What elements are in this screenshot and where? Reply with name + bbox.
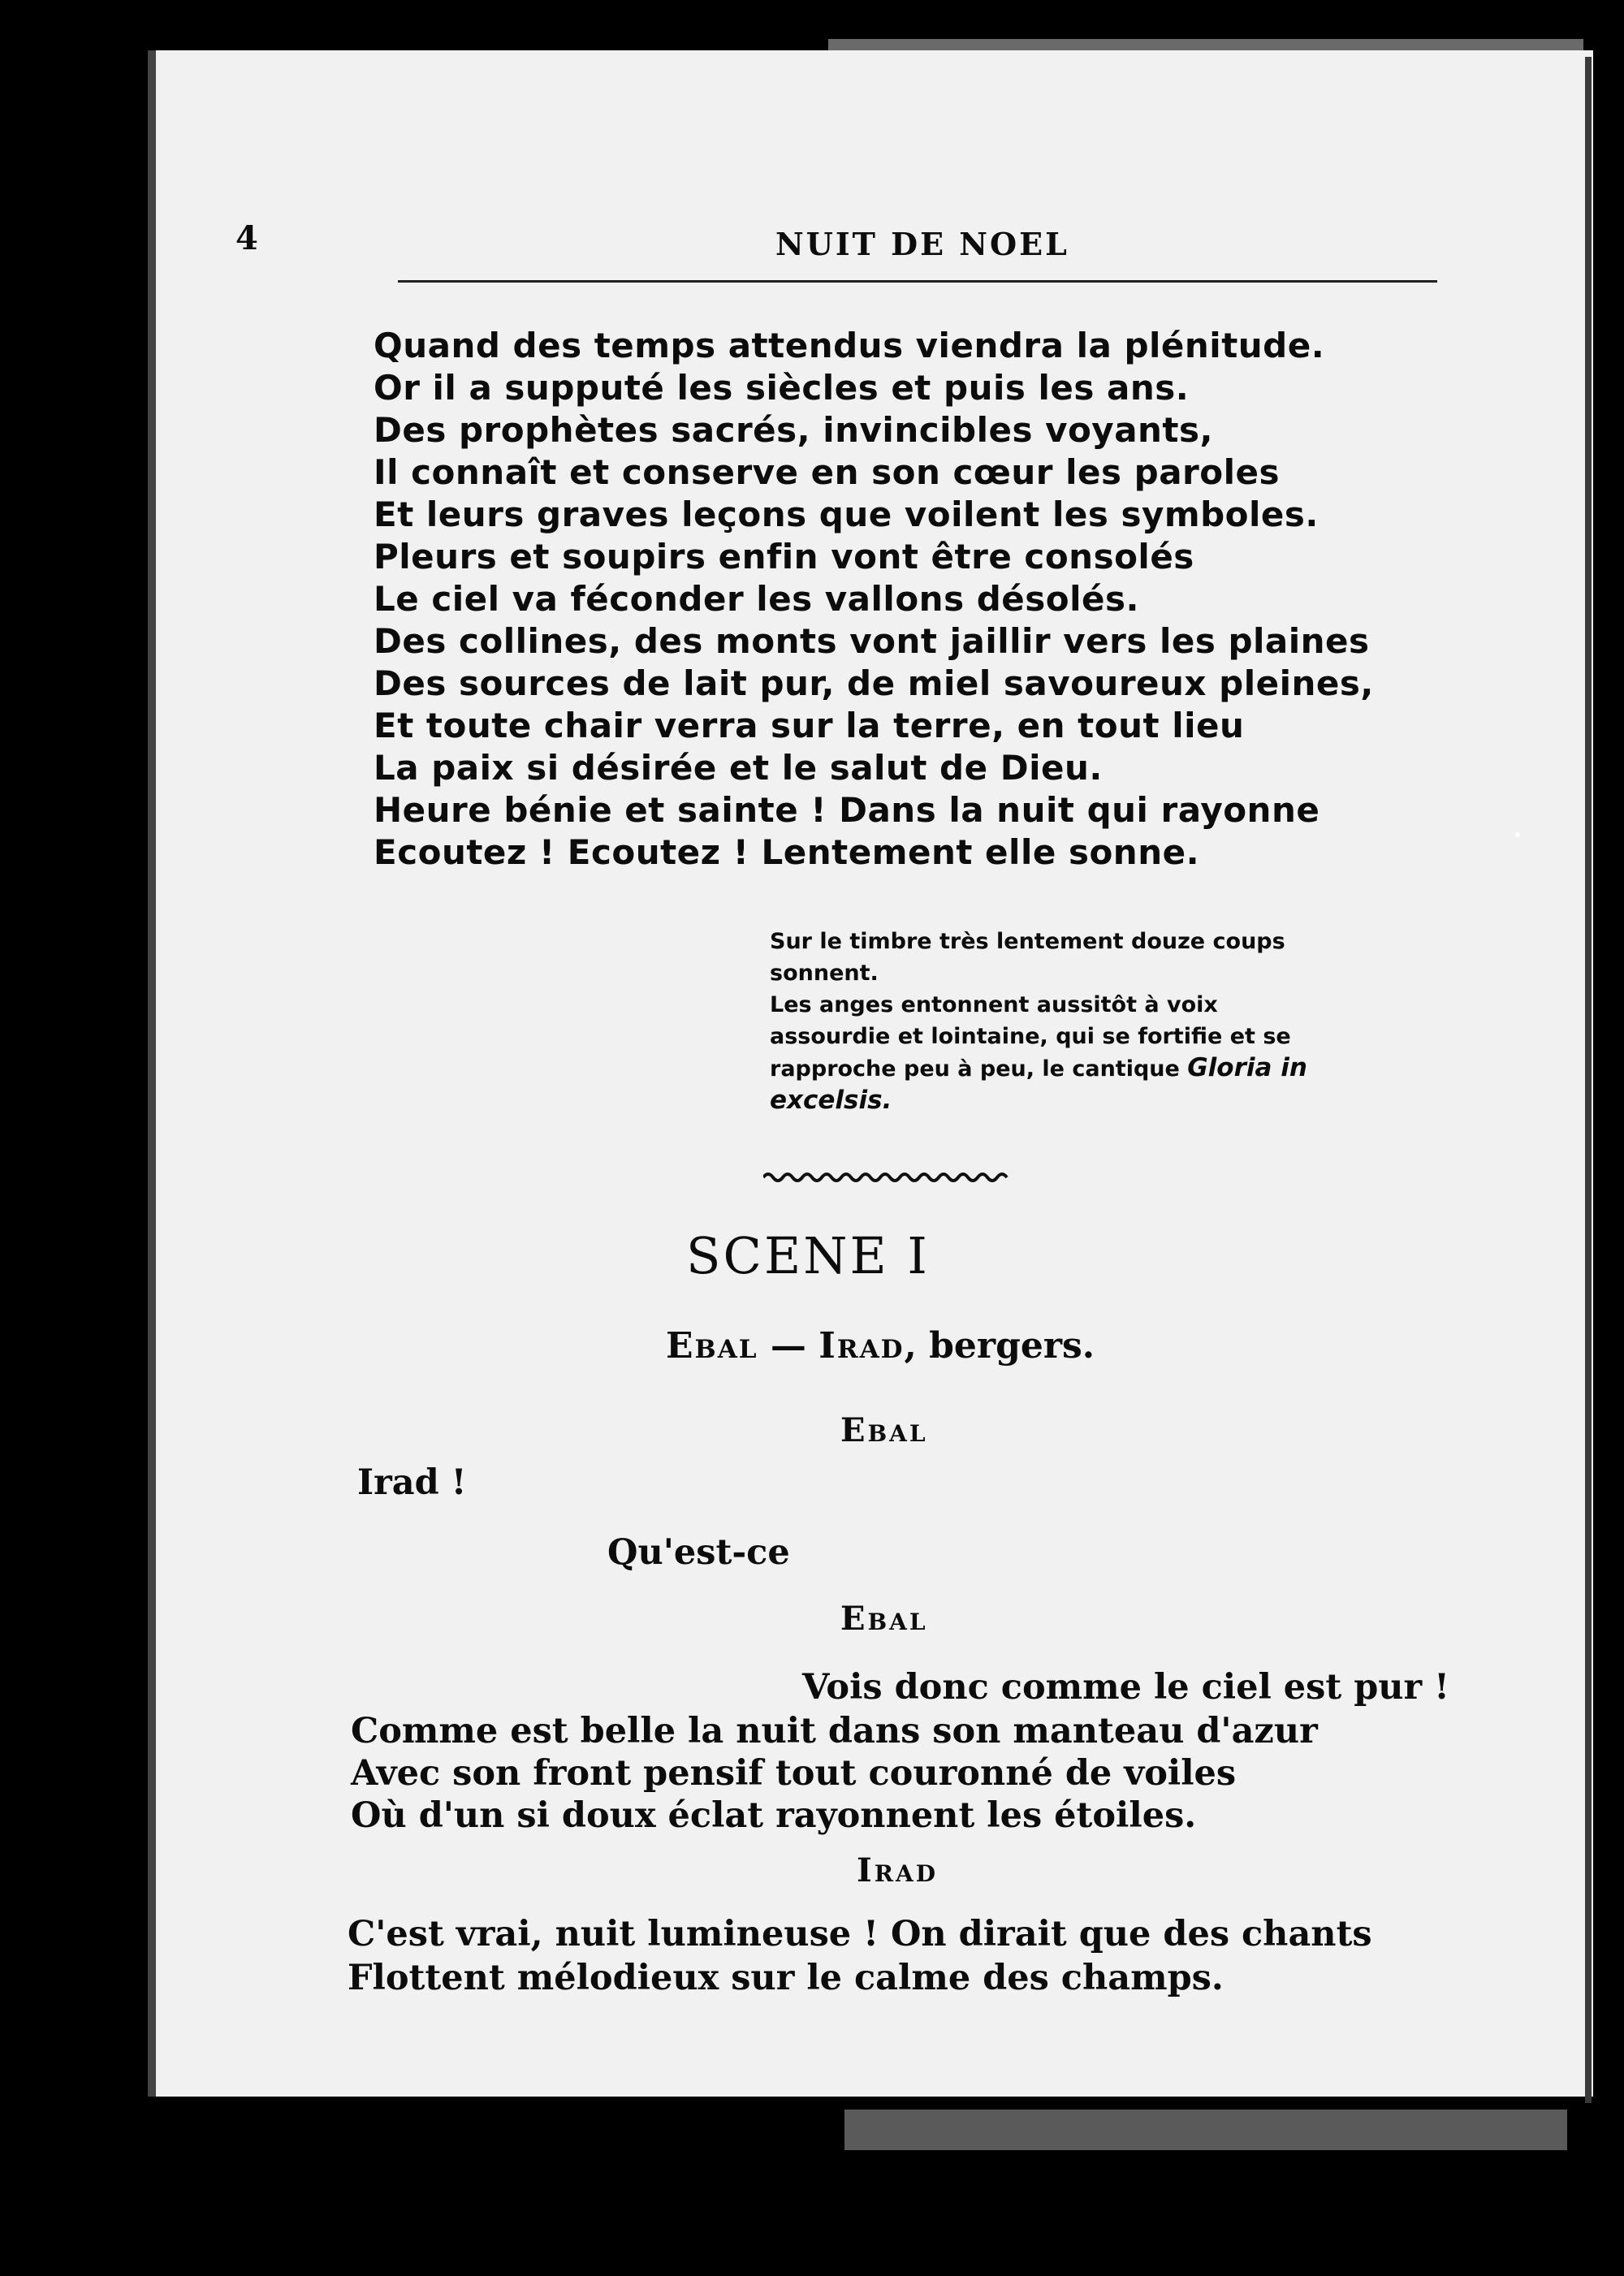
verse-line: Il connaît et conserve en son cœur les paroles <box>374 452 1280 492</box>
verse-block <box>374 325 1445 874</box>
stage-direction <box>770 926 1338 1117</box>
verse-line: Et toute chair verra sur la terre, en tout lieu <box>374 706 1245 745</box>
character-dash: — <box>758 1325 819 1367</box>
stage-direction-part1: Sur le timbre très lentement douze coups sonnent. <box>770 929 1285 986</box>
scan-speck <box>1515 832 1520 837</box>
stage-direction-emphasis: Gloria in excelsis. <box>770 1053 1307 1115</box>
verse-line: La paix si désirée et le salut de Dieu. <box>374 748 1103 788</box>
verse-line: Des collines, des monts vont jaillir vers les plaines <box>374 621 1370 661</box>
speaker-label: Ebal <box>840 1600 928 1638</box>
wavy-ornament <box>763 1169 1015 1186</box>
character-list <box>666 1325 1095 1367</box>
dialogue-line: Comme est belle la nuit dans son manteau d'azur <box>351 1711 1318 1751</box>
verse-line: Quand des temps attendus viendra la plénitude. <box>374 326 1325 365</box>
verse-line: Or il a supputé les siècles et puis les ans. <box>374 368 1190 408</box>
character-role: , bergers. <box>904 1325 1095 1367</box>
speaker-label: Irad <box>857 1851 938 1889</box>
verse-line: Ecoutez ! Ecoutez ! Lentement elle sonne. <box>374 832 1200 872</box>
stage-direction-part2: Les anges entonnent aussitôt à voix assourdie et lointaine, qui se fortifie et se rapproche peu à peu, le cantique <box>770 992 1291 1082</box>
dialogue-line: Où d'un si doux éclat rayonnent les étoiles. <box>351 1795 1197 1836</box>
page-edge-bottom <box>844 2110 1567 2150</box>
dialogue-line: C'est vrai, nuit lumineuse ! On dirait que des chants <box>348 1914 1372 1954</box>
dialogue-line: Qu'est-ce <box>607 1532 790 1573</box>
speaker-label: Ebal <box>840 1411 928 1449</box>
verse-line: Des sources de lait pur, de miel savoureux pleines, <box>374 663 1374 703</box>
header-rule <box>398 280 1437 283</box>
verse-line: Le ciel va féconder les vallons désolés. <box>374 579 1139 619</box>
character-ebal: Ebal <box>666 1325 758 1367</box>
verse-line: Heure bénie et sainte ! Dans la nuit qui rayonne <box>374 790 1320 830</box>
character-irad: Irad <box>818 1325 905 1367</box>
dialogue-line: Vois donc comme le ciel est pur ! <box>802 1667 1450 1708</box>
page-edge-right <box>1585 57 1592 2103</box>
scene-title-text: SCENE I <box>686 1226 930 1285</box>
verse-line: Des prophètes sacrés, invincibles voyants, <box>374 410 1213 450</box>
dialogue-line: Avec son front pensif tout couronné de voiles <box>351 1753 1237 1794</box>
dialogue-line: Irad ! <box>357 1462 467 1503</box>
page-header <box>235 219 1437 268</box>
verse-line: Et leurs graves leçons que voilent les symboles. <box>374 495 1319 534</box>
page-number: 4 <box>235 219 258 257</box>
dialogue-line: Flottent mélodieux sur le calme des champs. <box>348 1958 1224 1998</box>
verse-line: Pleurs et soupirs enfin vont être consolés <box>374 537 1194 577</box>
running-title: NUIT DE NOEL <box>775 226 1069 262</box>
scene-title <box>0 1226 1624 1285</box>
